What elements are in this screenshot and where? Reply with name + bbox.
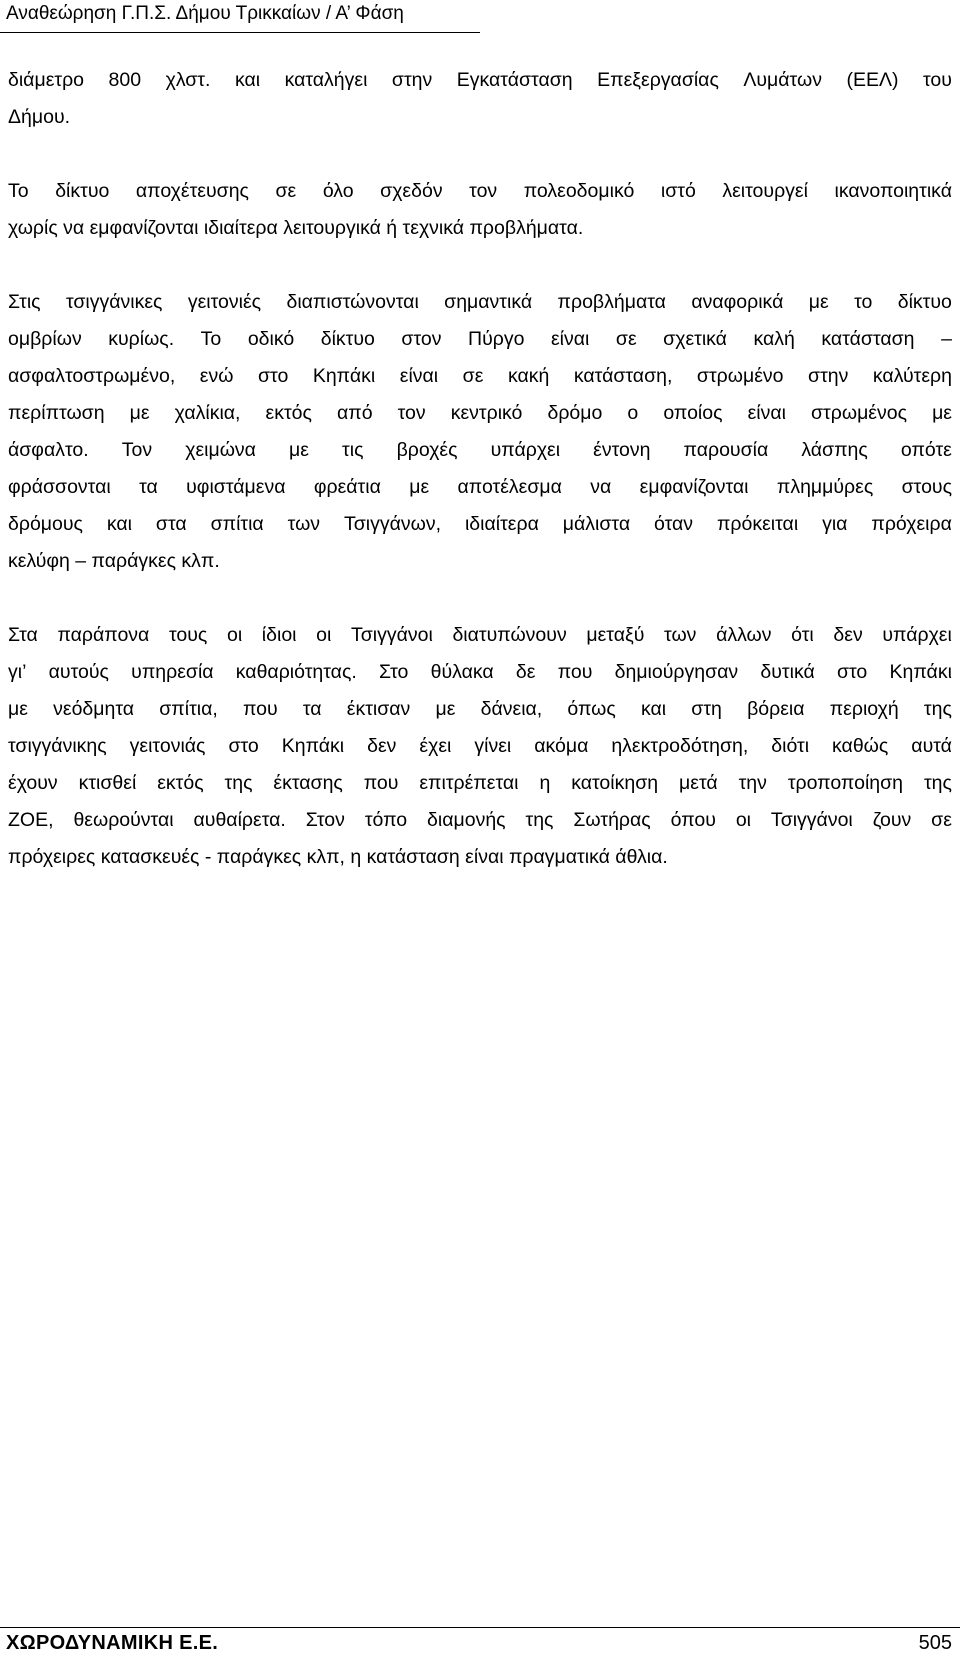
document-body bbox=[8, 62, 952, 876]
header-title: Αναθεώρηση Γ.Π.Σ. Δήμου Τρικκαίων / Α’ Φάση bbox=[6, 3, 404, 24]
text-line: δρόμους και στα σπίτια των Τσιγγάνων, ιδιαίτερα μάλιστα όταν πρόκειται για πρόχειρα bbox=[8, 513, 952, 535]
page-footer bbox=[0, 1627, 960, 1662]
paragraph bbox=[8, 617, 952, 876]
text-line: Στα παράπονα τους οι ίδιοι οι Τσιγγάνοι διατυπώνουν μεταξύ των άλλων ότι δεν υπάρχει bbox=[8, 624, 952, 646]
text-line: ομβρίων κυρίως. Το οδικό δίκτυο στον Πύργο είναι σε σχετικά καλή κατάσταση – bbox=[8, 328, 952, 350]
text-line: ΖΟΕ, θεωρούνται αυθαίρετα. Στον τόπο διαμονής της Σωτήρας όπου οι Τσιγγάνοι ζουν σε bbox=[8, 809, 952, 831]
text-line: φράσσονται τα υφιστάμενα φρεάτια με αποτέλεσμα να εμφανίζονται πλημμύρες στους bbox=[8, 476, 952, 498]
text-line: Δήμου. bbox=[8, 106, 71, 128]
text-line: γι’ αυτούς υπηρεσία καθαριότητας. Στο θύλακα δε που δημιούργησαν δυτικά στο Κηπάκι bbox=[8, 661, 952, 683]
text-line: Το δίκτυο αποχέτευσης σε όλο σχεδόν τον πολεοδομικό ιστό λειτουργεί ικανοποιητικά bbox=[8, 180, 952, 202]
paragraph bbox=[8, 62, 952, 136]
text-line: τσιγγάνικης γειτονιάς στο Κηπάκι δεν έχει γίνει ακόμα ηλεκτροδότηση, διότι καθώς αυτά bbox=[8, 735, 952, 757]
paragraph bbox=[8, 284, 952, 580]
text-line: περίπτωση με χαλίκια, εκτός από τον κεντρικό δρόμο ο οποίος είναι στρωμένος με bbox=[8, 402, 952, 424]
text-line: έχουν κτισθεί εκτός της έκτασης που επιτρέπεται η κατοίκηση μετά την τροποποίηση της bbox=[8, 772, 952, 794]
page-header bbox=[0, 0, 480, 33]
text-line: πρόχειρες κατασκευές - παράγκες κλπ, η κατάσταση είναι πραγματικά άθλια. bbox=[8, 846, 668, 868]
text-line: με νεόδμητα σπίτια, που τα έκτισαν με δάνεια, όπως και στη βόρεια περιοχή της bbox=[8, 698, 952, 720]
text-line: ασφαλτοστρωμένο, ενώ στο Κηπάκι είναι σε κακή κατάσταση, στρωμένο στην καλύτερη bbox=[8, 365, 952, 387]
text-line: διάμετρο 800 χλστ. και καταλήγει στην Εγκατάσταση Επεξεργασίας Λυμάτων (ΕΕΛ) του bbox=[8, 69, 952, 91]
text-line: άσφαλτο. Τον χειμώνα με τις βροχές υπάρχει έντονη παρουσία λάσπης οπότε bbox=[8, 439, 952, 461]
text-line: χωρίς να εμφανίζονται ιδιαίτερα λειτουργικά ή τεχνικά προβλήματα. bbox=[8, 217, 584, 239]
paragraph bbox=[8, 173, 952, 247]
page-number: 505 bbox=[918, 1632, 952, 1654]
text-line: κελύφη – παράγκες κλπ. bbox=[8, 550, 220, 572]
footer-company: ΧΩΡΟΔΥΝΑΜΙΚΗ Ε.Ε. bbox=[6, 1632, 219, 1654]
text-line: Στις τσιγγάνικες γειτονιές διαπιστώνονται σημαντικά προβλήματα αναφορικά με το δίκτυο bbox=[8, 291, 952, 313]
